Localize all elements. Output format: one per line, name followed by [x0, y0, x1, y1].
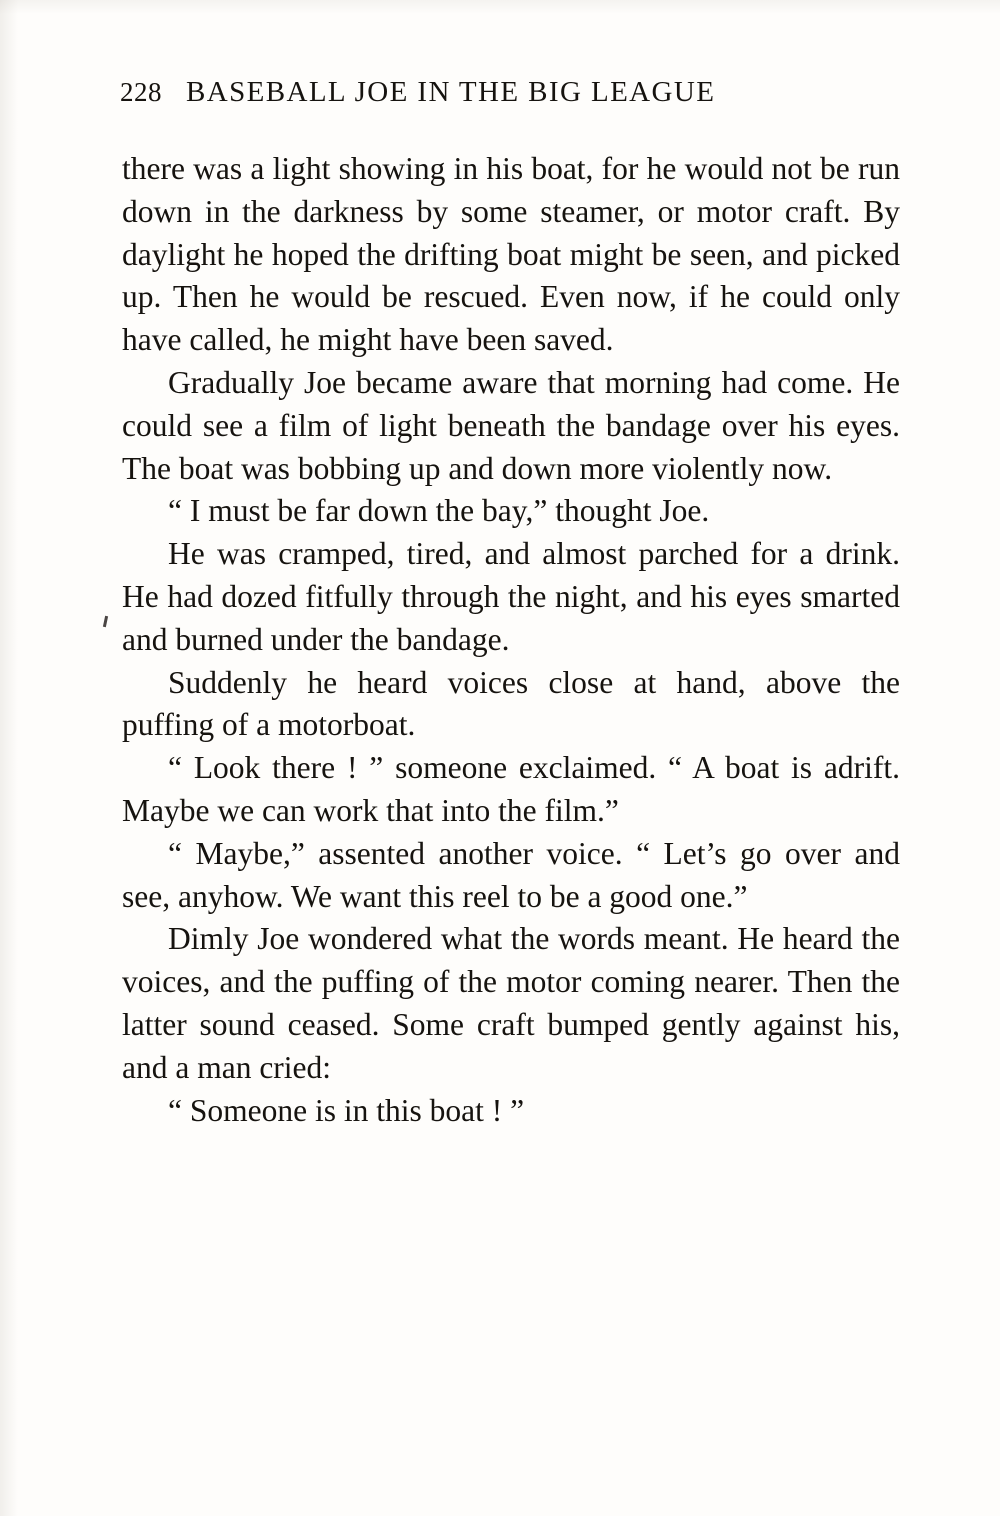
- paragraph: “ I must be far down the bay,” thought Joe.: [168, 493, 710, 529]
- paragraph: “ Someone is in this boat ! ”: [168, 1092, 525, 1128]
- paragraph: Dimly Joe wondered what the words meant. He heard the voices, and the puffing of the motor coming nearer. Then the latter sound ceased. Some craft bumped gently against his, and a man cried:: [122, 921, 900, 1085]
- page-edge-shading-left: [0, 0, 18, 1516]
- stray-ink-mark: [103, 616, 108, 627]
- page-edge-shading-top: [0, 0, 1000, 14]
- paragraph: there was a light showing in his boat, for he would not be run down in the darkness by some steamer, or motor craft. By daylight he hoped the drifting boat might be seen, and picked up. Then he would be rescued. Even now, if he could only have called, he might have been saved.: [122, 151, 900, 358]
- running-head-title: BASEBALL JOE IN THE BIG LEAGUE: [186, 76, 716, 108]
- page-number: 228: [120, 77, 162, 107]
- paragraph: He was cramped, tired, and almost parched for a drink. He had dozed fitfully through the night, and his eyes smarted and burned under the bandage.: [122, 536, 900, 657]
- paragraph: Gradually Joe became aware that morning had come. He could see a film of light beneath the bandage over his eyes. The boat was bobbing up and down more violently now.: [122, 364, 900, 486]
- paragraph: “ Look there ! ” someone exclaimed. “ A boat is adrift. Maybe we can work that into the film.”: [122, 750, 900, 828]
- paragraph: Suddenly he heard voices close at hand, above the puffing of a motorboat.: [122, 664, 900, 743]
- page-body-text: [122, 148, 900, 1132]
- paragraph: “ Maybe,” assented another voice. “ Let’s go over and see, anyhow. We want this reel to be a good one.”: [122, 835, 900, 914]
- page-header: [120, 76, 910, 109]
